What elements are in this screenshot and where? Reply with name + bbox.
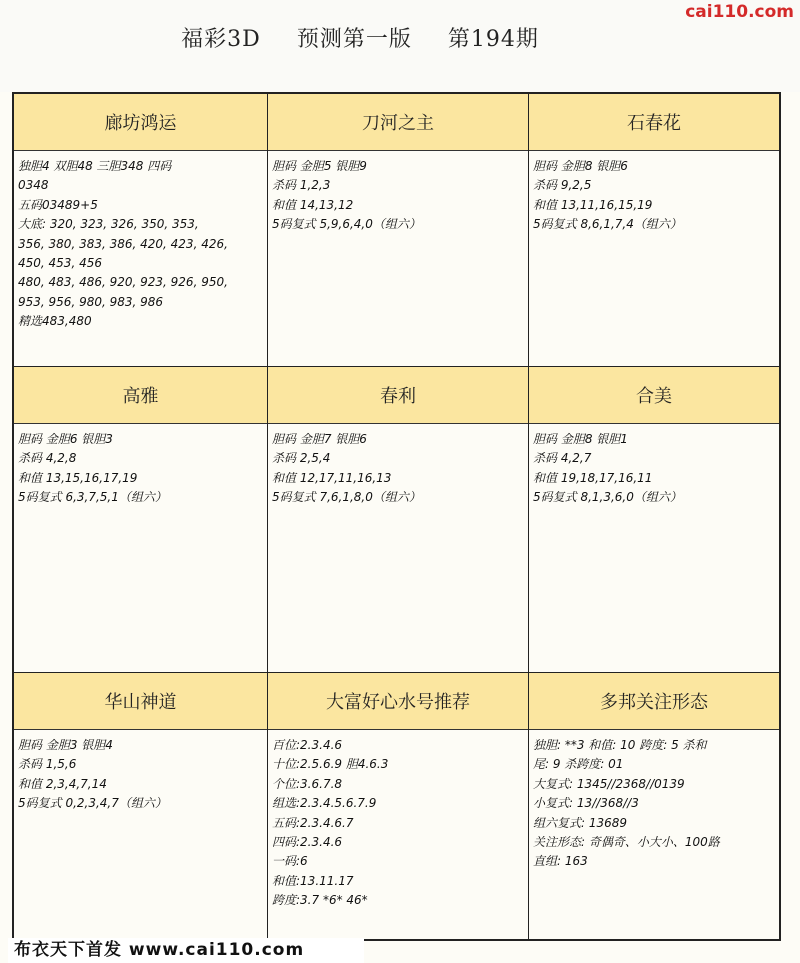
prediction-line: 杀码 4,2,7 bbox=[533, 451, 592, 466]
prediction-line: 杀码 1,2,3 bbox=[272, 178, 331, 193]
prediction-line: 五码03489+5 bbox=[18, 197, 98, 212]
cell-daohe bbox=[268, 94, 529, 367]
cell-heading: 廊坊鸿运 bbox=[14, 94, 267, 151]
page-title bbox=[0, 22, 720, 53]
prediction-line: 胆码 金胆8 银胆1 bbox=[533, 432, 628, 446]
cell-body bbox=[268, 151, 528, 235]
prediction-line: 杀码 2,5,4 bbox=[272, 451, 331, 466]
prediction-line: 杀码 1,5,6 bbox=[18, 757, 77, 772]
cell-heading: 华山神道 bbox=[14, 673, 267, 730]
prediction-line: 和值 13,11,16,15,19 bbox=[533, 197, 653, 212]
prediction-line: 胆码 金胆3 银胆4 bbox=[18, 738, 113, 752]
cell-body bbox=[529, 424, 779, 508]
cell-heading: 刀河之主 bbox=[268, 94, 528, 151]
title-edition: 预测第一版 bbox=[296, 27, 412, 52]
prediction-line: 5码复式 8,1,3,6,0（组六） bbox=[533, 490, 682, 505]
prediction-line: 一码:6 bbox=[272, 854, 308, 869]
prediction-line: 大复式: 1345//2368//0139 bbox=[533, 776, 685, 791]
prediction-line: 5码复式 7,6,1,8,0（组六） bbox=[272, 490, 421, 505]
prediction-line: 百位:2.3.4.6 bbox=[272, 738, 343, 752]
footer-source: 布衣天下首发 www.cai110.com bbox=[8, 938, 364, 963]
cell-body bbox=[529, 730, 779, 872]
prediction-line: 和值 12,17,11,16,13 bbox=[272, 470, 392, 485]
brand-logo[interactable]: cai110.com bbox=[685, 2, 794, 22]
cell-heading: 石春花 bbox=[529, 94, 779, 151]
cell-heading: 大富好心水号推荐 bbox=[268, 673, 528, 730]
cell-body bbox=[14, 730, 267, 814]
title-issue: 第194期 bbox=[447, 27, 539, 52]
prediction-line: 杀码 4,2,8 bbox=[18, 451, 77, 466]
cell-dafu bbox=[268, 673, 529, 939]
cell-heading: 高雅 bbox=[14, 367, 267, 424]
prediction-line: 胆码 金胆7 银胆6 bbox=[272, 432, 367, 446]
prediction-line: 五码:2.3.4.6.7 bbox=[272, 815, 354, 830]
prediction-line: 个位:3.6.7.8 bbox=[272, 776, 343, 791]
prediction-grid bbox=[12, 92, 781, 941]
prediction-line: 和值 13,15,16,17,19 bbox=[18, 470, 138, 485]
prediction-line: 四码:2.3.4.6 bbox=[272, 835, 343, 850]
cell-shichunhua bbox=[529, 94, 779, 367]
cell-body bbox=[14, 424, 267, 508]
prediction-line: 和值 14,13,12 bbox=[272, 197, 354, 212]
cell-body bbox=[529, 151, 779, 235]
cell-heading: 多邦关注形态 bbox=[529, 673, 779, 730]
prediction-line: 0348 bbox=[18, 178, 49, 193]
prediction-line: 独胆4 双胆48 三胆348 四码 bbox=[18, 159, 172, 173]
cell-hemei bbox=[529, 367, 779, 673]
cell-body bbox=[268, 424, 528, 508]
cell-huashan bbox=[14, 673, 268, 939]
cell-body bbox=[268, 730, 528, 911]
prediction-line: 直组: 163 bbox=[533, 854, 588, 869]
prediction-line: 和值:13.11.17 bbox=[272, 873, 354, 888]
prediction-line: 组选:2.3.4.5.6.7.9 bbox=[272, 796, 377, 811]
prediction-line: 杀码 9,2,5 bbox=[533, 178, 592, 193]
prediction-line: 大底: 320, 323, 326, 350, 353, bbox=[18, 217, 199, 232]
prediction-line: 跨度:3.7 *6* 46* bbox=[272, 893, 368, 908]
cell-heading: 合美 bbox=[529, 367, 779, 424]
prediction-line: 小复式: 13//368//3 bbox=[533, 796, 639, 811]
prediction-line: 十位:2.5.6.9 胆4.6.3 bbox=[272, 757, 389, 772]
prediction-line: 5码复式 5,9,6,4,0（组六） bbox=[272, 217, 421, 232]
prediction-line: 450, 453, 456 bbox=[18, 256, 102, 271]
title-lottery: 福彩3D bbox=[181, 27, 261, 52]
prediction-line: 尾: 9 杀跨度: 01 bbox=[533, 757, 624, 772]
prediction-line: 胆码 金胆6 银胆3 bbox=[18, 432, 113, 446]
cell-langfang bbox=[14, 94, 268, 367]
prediction-line: 胆码 金胆5 银胆9 bbox=[272, 159, 367, 173]
prediction-line: 953, 956, 980, 983, 986 bbox=[18, 294, 164, 309]
prediction-line: 5码复式 8,6,1,7,4（组六） bbox=[533, 217, 682, 232]
cell-heading: 春利 bbox=[268, 367, 528, 424]
prediction-line: 5码复式 0,2,3,4,7（组六） bbox=[18, 796, 167, 811]
prediction-line: 356, 380, 383, 386, 420, 423, 426, bbox=[18, 236, 228, 251]
cell-body bbox=[14, 151, 267, 332]
prediction-line: 和值 2,3,4,7,14 bbox=[18, 776, 107, 791]
prediction-line: 关注形态: 奇偶奇、小大小、100路 bbox=[533, 835, 720, 850]
prediction-line: 胆码 金胆8 银胆6 bbox=[533, 159, 628, 173]
cell-gaoya bbox=[14, 367, 268, 673]
prediction-line: 5码复式 6,3,7,5,1（组六） bbox=[18, 490, 167, 505]
prediction-line: 独胆: **3 和值: 10 跨度: 5 杀和 bbox=[533, 738, 707, 752]
prediction-line: 组六复式: 13689 bbox=[533, 815, 628, 830]
prediction-line: 精选483,480 bbox=[18, 314, 92, 329]
cell-chunli bbox=[268, 367, 529, 673]
prediction-line: 和值 19,18,17,16,11 bbox=[533, 470, 653, 485]
cell-duobang bbox=[529, 673, 779, 939]
prediction-line: 480, 483, 486, 920, 923, 926, 950, bbox=[18, 275, 228, 290]
